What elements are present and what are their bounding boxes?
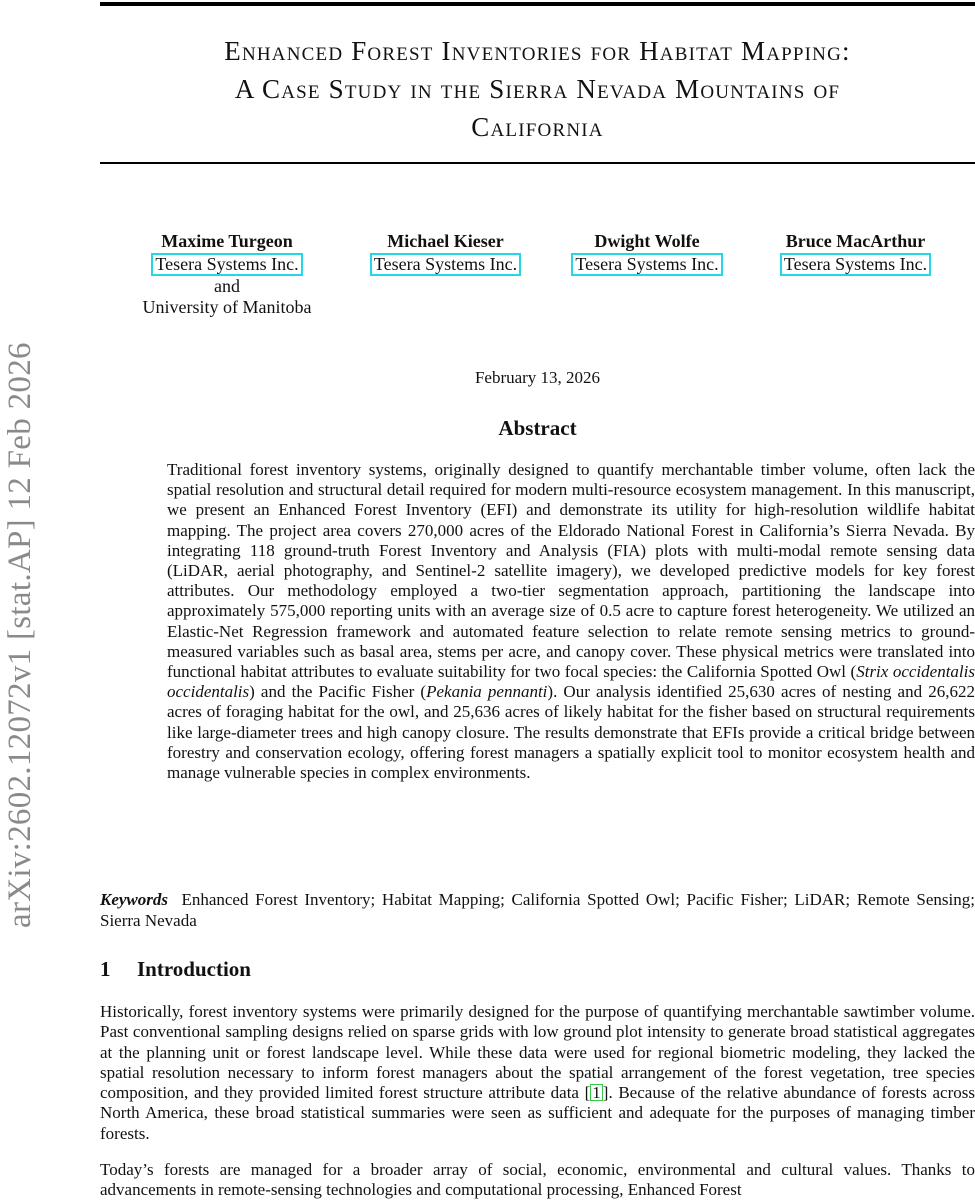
abstract-text-part: ). Our analysis identified 25,630 acres of nesting and 26,622 acres of foraging habitat for the owl, and 25,636 acres of likely habitat for the fisher based on structural requirements like large-diameter trees and high canopy closure. The results demonstrate that EFIs provide a critical bridge between forestry and conservation ecology, offering forest managers a spatially explicit tool to monitor ecosystem health and manage vulnerable species in complex environments. bbox=[167, 682, 975, 783]
author-name: Maxime Turgeon bbox=[161, 231, 293, 251]
abstract-text bbox=[167, 460, 975, 783]
section-heading-introduction bbox=[100, 957, 251, 982]
author-block bbox=[132, 231, 322, 318]
affiliation-conjunction: and bbox=[214, 276, 240, 296]
affiliation-link[interactable]: Tesera Systems Inc. bbox=[780, 253, 931, 276]
section-number: 1 bbox=[100, 957, 111, 981]
affiliation-link[interactable]: Tesera Systems Inc. bbox=[370, 253, 521, 276]
citation-link[interactable]: 1 bbox=[592, 1083, 601, 1103]
author-block bbox=[358, 231, 533, 276]
arxiv-identifier-stamp: arXiv:2602.12072v1 [stat.AP] 12 Feb 2026 bbox=[2, 342, 38, 928]
abstract-text-part: ) and the Pacific Fisher ( bbox=[249, 682, 427, 702]
title-line-2: A Case Study in the Sierra Nevada Mountains of bbox=[234, 74, 841, 104]
author-block bbox=[768, 231, 943, 276]
intro-paragraph-2: Today’s forests are managed for a broader array of social, economic, environmental and cultural values. Thanks to advancements in remote-sensing technologies and computational processing, Enhanced Forest bbox=[100, 1160, 975, 1200]
title-line-3: California bbox=[471, 112, 604, 142]
keywords-label: Keywords bbox=[100, 890, 168, 909]
paragraph-text: . Because of the relative abundance of forests across North America, these broad statistical summaries were seen as sufficient and adequate for the purposes of managing timber forests. bbox=[100, 1083, 975, 1143]
title-bottom-rule bbox=[100, 162, 975, 164]
abstract-heading: Abstract bbox=[498, 416, 577, 440]
owl-species-name: Strix occidentalis occidentalis bbox=[167, 662, 975, 702]
intro-paragraph-1: Historically, forest inventory systems were primarily designed for the purpose of quantifying merchantable sawtimber volume. Past conventional sampling designs relied on sparse grids with low ground plot intensity to generate broad statistical aggregates at the planning unit or forest landscape level. While these data were used for regional biometric modeling, they lacked the spatial resolution necessary to inform forest managers about the spatial arrangement of the forest vegetation, tree species composition, and they provided limited forest structure attribute data [ 1 ]. Because of the relative abundance of forests across North America, these broad statistical summaries were seen as sufficient and adequate for the purposes of managing timber forests. bbox=[100, 1002, 975, 1143]
title-line-1: Enhanced Forest Inventories for Habitat Mapping: bbox=[224, 36, 851, 66]
author-name: Michael Kieser bbox=[387, 231, 504, 251]
abstract-text-part: Traditional forest inventory systems, originally designed to quantify merchantable timber volume, often lack the spatial resolution and structural detail required for modern multi-resource ecosystem management. In this manuscript, we present an Enhanced Forest Inventory (EFI) and demonstrate its utility for high-resolution wildlife habitat mapping. The project area covers 270,000 acres of the Eldorado National Forest in California’s Sierra Nevada. By integrating 118 ground-truth Forest Inventory and Analysis (FIA) plots with multi-modal remote sensing data (LiDAR, aerial photography, and Sentinel-2 satellite imagery), we developed predictive models for key forest attributes. Our methodology employed a two-tier segmentation approach, partitioning the landscape into approximately 575,000 reporting units with an average size of 0.5 acre to capture forest heterogeneity. We utilized an Elastic-Net Regression framework and automated feature selection to relate remote sensing metrics to ground-measured variables such as basal area, stems per acre, and canopy cover. These physical metrics were translated into functional habitat attributes to evaluate suitability for two focal species: the California Spotted Owl ( bbox=[167, 460, 975, 682]
keywords bbox=[100, 890, 975, 931]
affiliation-link[interactable]: Tesera Systems Inc. bbox=[151, 253, 302, 276]
author-list bbox=[100, 231, 975, 321]
section-title: Introduction bbox=[137, 957, 251, 981]
paragraph-text: Historically, forest inventory systems were primarily designed for the purpose of quantifying merchantable sawtimber volume. Past conventional sampling designs relied on sparse grids with low ground plot intensity to generate broad statistical aggregates at the planning unit or forest landscape level. While these data were used for regional biometric modeling, they lacked the spatial resolution necessary to inform forest managers about the spatial arrangement of the forest vegetation, tree species composition, and they provided limited forest structure attribute data bbox=[100, 1002, 975, 1103]
author-block bbox=[562, 231, 732, 276]
affiliation-secondary: University of Manitoba bbox=[142, 297, 312, 317]
fisher-species-name: Pekania pennanti bbox=[426, 682, 548, 702]
title-top-rule bbox=[100, 2, 975, 6]
affiliation-link[interactable]: Tesera Systems Inc. bbox=[571, 253, 722, 276]
keywords-list: Enhanced Forest Inventory; Habitat Mapping; California Spotted Owl; Pacific Fisher; LiDAR; Remote Sensing; Sierra Nevada bbox=[100, 890, 975, 930]
author-name: Dwight Wolfe bbox=[594, 231, 700, 251]
publication-date: February 13, 2026 bbox=[474, 368, 601, 387]
paper-title bbox=[100, 32, 975, 146]
author-name: Bruce MacArthur bbox=[785, 231, 926, 251]
